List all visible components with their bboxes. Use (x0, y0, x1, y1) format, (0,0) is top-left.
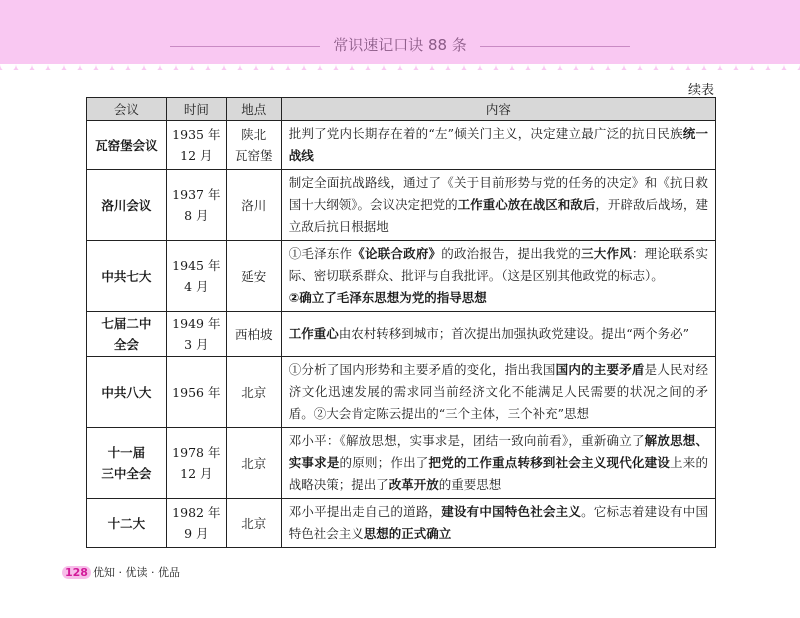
time-cell-line: 1945 年 (172, 258, 221, 273)
content-text: 邓小平提出走自己的道路， (288, 504, 442, 519)
time-cell-line: 1949 年 (172, 316, 221, 331)
place-cell-line: 陕北 (241, 127, 267, 142)
header-band (0, 0, 800, 70)
content-bold-text: 把党的工作重点转移到社会主义现代化建设 (428, 455, 671, 470)
meeting-cell (87, 170, 167, 241)
content-text: 的原则；作出了 (339, 455, 429, 470)
place-cell-line: 北京 (241, 455, 267, 471)
content-text: 的重要思想 (438, 477, 502, 492)
continued-label: 续表 (687, 83, 714, 98)
time-cell (166, 121, 226, 170)
table-row (87, 312, 716, 357)
table-row (87, 121, 716, 170)
table-row (87, 241, 716, 312)
meeting-cell-line: 十一届 (107, 445, 146, 460)
place-cell-line: 北京 (241, 515, 267, 531)
place-cell (226, 428, 281, 499)
meeting-cell (87, 312, 167, 357)
place-cell (226, 499, 281, 548)
place-cell-line: 瓦窑堡 (234, 148, 273, 163)
place-cell-line: 北京 (241, 384, 267, 400)
time-cell-line: 1935 年 (172, 127, 221, 142)
content-bold-text: 建设有中国特色社会主义 (441, 504, 582, 519)
place-cell (226, 241, 281, 312)
table-header-row (87, 98, 716, 121)
time-cell-line: 1982 年 (172, 505, 221, 520)
place-cell-line: 西柏坡 (234, 326, 273, 342)
meeting-cell-line: 中共七大 (101, 268, 152, 284)
meeting-cell-line: 七届二中 (101, 316, 152, 331)
time-cell-line: 8 月 (184, 208, 209, 223)
content-cell (281, 241, 715, 312)
content-text: 上来的战略决策；提出了 (288, 455, 708, 492)
place-cell-line: 延安 (241, 268, 267, 284)
time-cell-line: 9 月 (184, 526, 209, 541)
column-header-content: 内容 (281, 98, 715, 121)
content-text: ①分析了国内形势和主要矛盾的变化，指出我国 (288, 362, 556, 377)
time-cell-line: 1978 年 (172, 445, 221, 460)
content-cell (281, 428, 715, 499)
time-cell-line: 12 月 (180, 148, 213, 163)
time-cell-line: 12 月 (180, 466, 213, 481)
place-cell (226, 312, 281, 357)
content-text: 批判了党内长期存在着的“左”倾关门主义，决定建立最广泛的抗日民族 (288, 126, 683, 141)
content-bold-text: 《论联合政府》 (352, 246, 442, 261)
meeting-cell-line: 三中全会 (101, 466, 152, 481)
content-text: ，开辟敌后战场，建立敌后抗日根据地 (288, 197, 708, 234)
content-text: ：理论联系实际、密切联系群众、批评与自我批评。（这是区别其他政党的标志）。 (288, 246, 708, 283)
content-cell (281, 499, 715, 548)
content-text: 制定全面抗战路线，通过了《关于目前形势与党的任务的决定》和《抗日救国十大纲领》。会议决定把党的 (288, 175, 708, 212)
content-text: 。它标志着建设有中国特色社会主义 (288, 504, 708, 541)
meetings-table (86, 97, 716, 548)
content-bold-text: 工作重心放在战区和敌后 (457, 197, 596, 212)
page-footer (62, 564, 180, 580)
time-cell-line: 3 月 (184, 337, 209, 352)
page-header-title: 常识速记口诀 88 条 (333, 36, 467, 54)
meeting-cell-line: 全会 (113, 337, 139, 352)
page-number: 128 (62, 566, 91, 579)
meeting-cell (87, 499, 167, 548)
content-text: 的政治报告，提出我党的 (441, 246, 582, 261)
time-cell (166, 170, 226, 241)
content-bold-text: ②确立了毛泽东思想为党的指导思想 (288, 290, 487, 305)
table-row (87, 428, 716, 499)
meeting-cell-line: 洛川会议 (101, 197, 152, 213)
content-bold-text: 国内的主要矛盾 (555, 362, 645, 377)
table-row (87, 357, 716, 428)
meeting-cell (87, 241, 167, 312)
meeting-cell-line: 十二大 (107, 515, 146, 531)
content-bold-text: 解放思想、实事求是 (288, 433, 708, 470)
column-header-time: 时间 (166, 98, 226, 121)
meeting-cell-line: 中共八大 (101, 384, 152, 400)
time-cell-line: 1956 年 (172, 384, 221, 400)
content-cell (281, 121, 715, 170)
content-bold-text: 统一战线 (288, 126, 708, 163)
footer-slogan: 优知 · 优读 · 优品 (92, 566, 180, 579)
time-cell (166, 312, 226, 357)
place-cell (226, 170, 281, 241)
meeting-cell-line: 瓦窑堡会议 (95, 137, 158, 153)
time-cell-line: 1937 年 (172, 187, 221, 202)
content-bold-text: 工作重心 (288, 326, 339, 341)
place-cell (226, 357, 281, 428)
content-text: 邓小平：《解放思想，实事求是，团结一致向前看》，重新确立了 (288, 433, 645, 448)
meeting-cell (87, 428, 167, 499)
content-bold-text: 三大作风 (581, 246, 632, 261)
content-text: ①毛泽东作 (288, 246, 353, 261)
meeting-cell (87, 357, 167, 428)
content-cell (281, 312, 715, 357)
content-text: 由农村转移到城市；首次提出加强执政党建设。提出“两个务必” (338, 326, 690, 341)
content-text: 是人民对经济文化迅速发展的需求同当前经济文化不能满足人民需要的状况之间的矛盾。②大会肯定陈云提出的“三个主体，三个补充”思想 (288, 362, 708, 421)
content-cell (281, 170, 715, 241)
place-cell-line: 洛川 (241, 197, 267, 213)
time-cell (166, 357, 226, 428)
table-row (87, 499, 716, 548)
time-cell (166, 499, 226, 548)
time-cell (166, 241, 226, 312)
column-header-place: 地点 (226, 98, 281, 121)
time-cell (166, 428, 226, 499)
content-bold-text: 改革开放 (388, 477, 439, 492)
table-row (87, 170, 716, 241)
place-cell (226, 121, 281, 170)
column-header-meeting: 会议 (87, 98, 167, 121)
meeting-cell (87, 121, 167, 170)
content-cell (281, 357, 715, 428)
time-cell-line: 4 月 (184, 279, 209, 294)
content-bold-text: 思想的正式确立 (363, 526, 452, 541)
